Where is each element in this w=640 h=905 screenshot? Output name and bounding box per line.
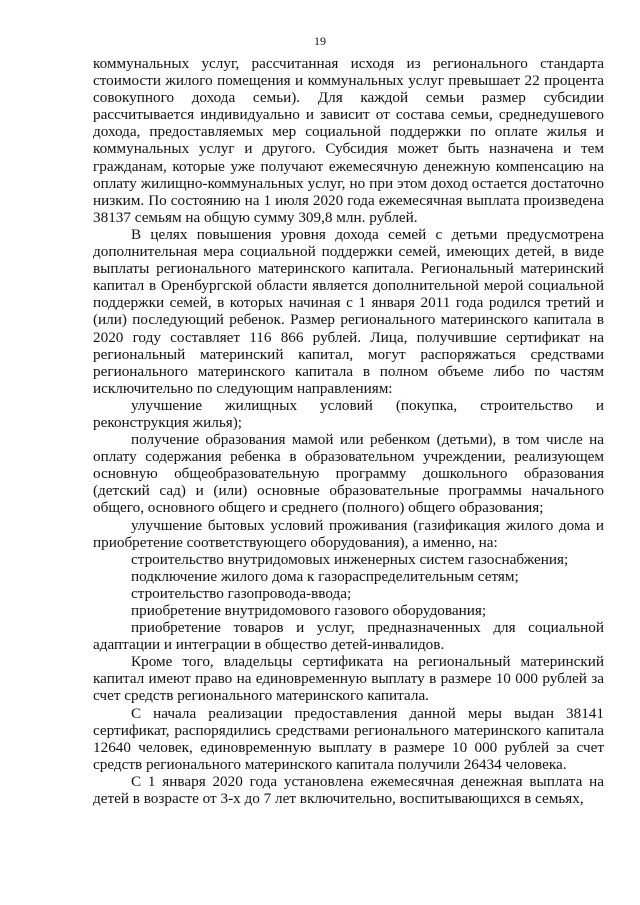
list-item-disabled-children: приобретение товаров и услуг, предназначенных для социальной адаптации и интеграции в общество детей-инвалидов. xyxy=(93,619,604,654)
list-subitem-gas-systems: строительство внутридомовых инженерных систем газоснабжения; xyxy=(131,550,569,568)
paragraph-maternity-capital: В целях повышения уровня дохода семей с детьми предусмотрена дополнительная мера социальной поддержки семей, имеющих детей, в виде выплаты регионального материнского капитала. Региональный материнский капитал в Оренбургской области является дополнительной мерой социальной поддержки семей, в которых начиная с 1 января 2011 года родился третий и (или) последующий ребенок. Размер регионального материнского капитала в 2020 году составляет 116 866 рублей. Лица, получившие сертификат на региональный материнский капитал, могут распоряжаться средствами регионального материнского капитала в полном объеме либо по частям исключительно по следующим направлениям: xyxy=(93,225,604,397)
paragraph-one-time-payment: Кроме того, владельцы сертификата на региональный материнский капитал имеют право на единовременную выплату в размере 10 000 рублей за счет средств регионального материнского капитала. xyxy=(93,653,604,705)
paragraph-subsidy-continuation: коммунальных услуг, рассчитанная исходя из регионального стандарта стоимости жилого помещения и коммунальных услуг превышает 22 процента совокупного дохода семьи). Для каждой семьи размер субсидии рассчитывается индивидуально и зависит от состава семьи, среднедушевого дохода, предоставляемых мер социальной поддержки по оплате жилья и коммунальных услуг и другого. Субсидия может быть назначена и тем гражданам, которые уже получают ежемесячную денежную компенсацию на оплату жилищно-коммунальных услуг, но при этом доход остается достаточно низким. По состоянию на 1 июля 2020 года ежемесячная выплата произведена 38137 семьям на общую сумму 309,8 млн. рублей. xyxy=(93,55,604,226)
list-item-living-conditions: улучшение бытовых условий проживания (газификация жилого дома и приобретение соответствующего оборудования), а именно, на: xyxy=(93,516,604,551)
page-number: 19 xyxy=(314,34,326,48)
list-subitem-gas-pipeline: строительство газопровода-ввода; xyxy=(131,584,352,602)
list-item-housing: улучшение жилищных условий (покупка, строительство и реконструкция жилья); xyxy=(93,396,604,431)
paragraph-statistics: С начала реализации предоставления данной меры выдан 38141 сертификат, распорядились средствами регионального материнского капитала 12640 человек, единовременную выплату в размере 10 000 рублей за счет средств регионального материнского капитала получили 26434 человека. xyxy=(93,704,604,773)
document-body xyxy=(93,55,604,807)
list-subitem-gas-connection: подключение жилого дома к газораспределительным сетям; xyxy=(131,567,519,585)
paragraph-monthly-payment: С 1 января 2020 года установлена ежемесячная денежная выплата на детей в возрасте от 3-х до 7 лет включительно, воспитывающихся в семьях, xyxy=(93,772,604,808)
list-subitem-gas-equipment: приобретение внутридомового газового оборудования; xyxy=(131,602,487,619)
list-item-education: получение образования мамой или ребенком (детьми), в том числе на оплату содержания ребенка в образовательном учреждении, реализующем основную общеобразовательную программу дошкольного образования (детский сад) и (или) основные образовательные программы начального общего, основного общего и среднего (полного) общего образования; xyxy=(93,431,604,517)
